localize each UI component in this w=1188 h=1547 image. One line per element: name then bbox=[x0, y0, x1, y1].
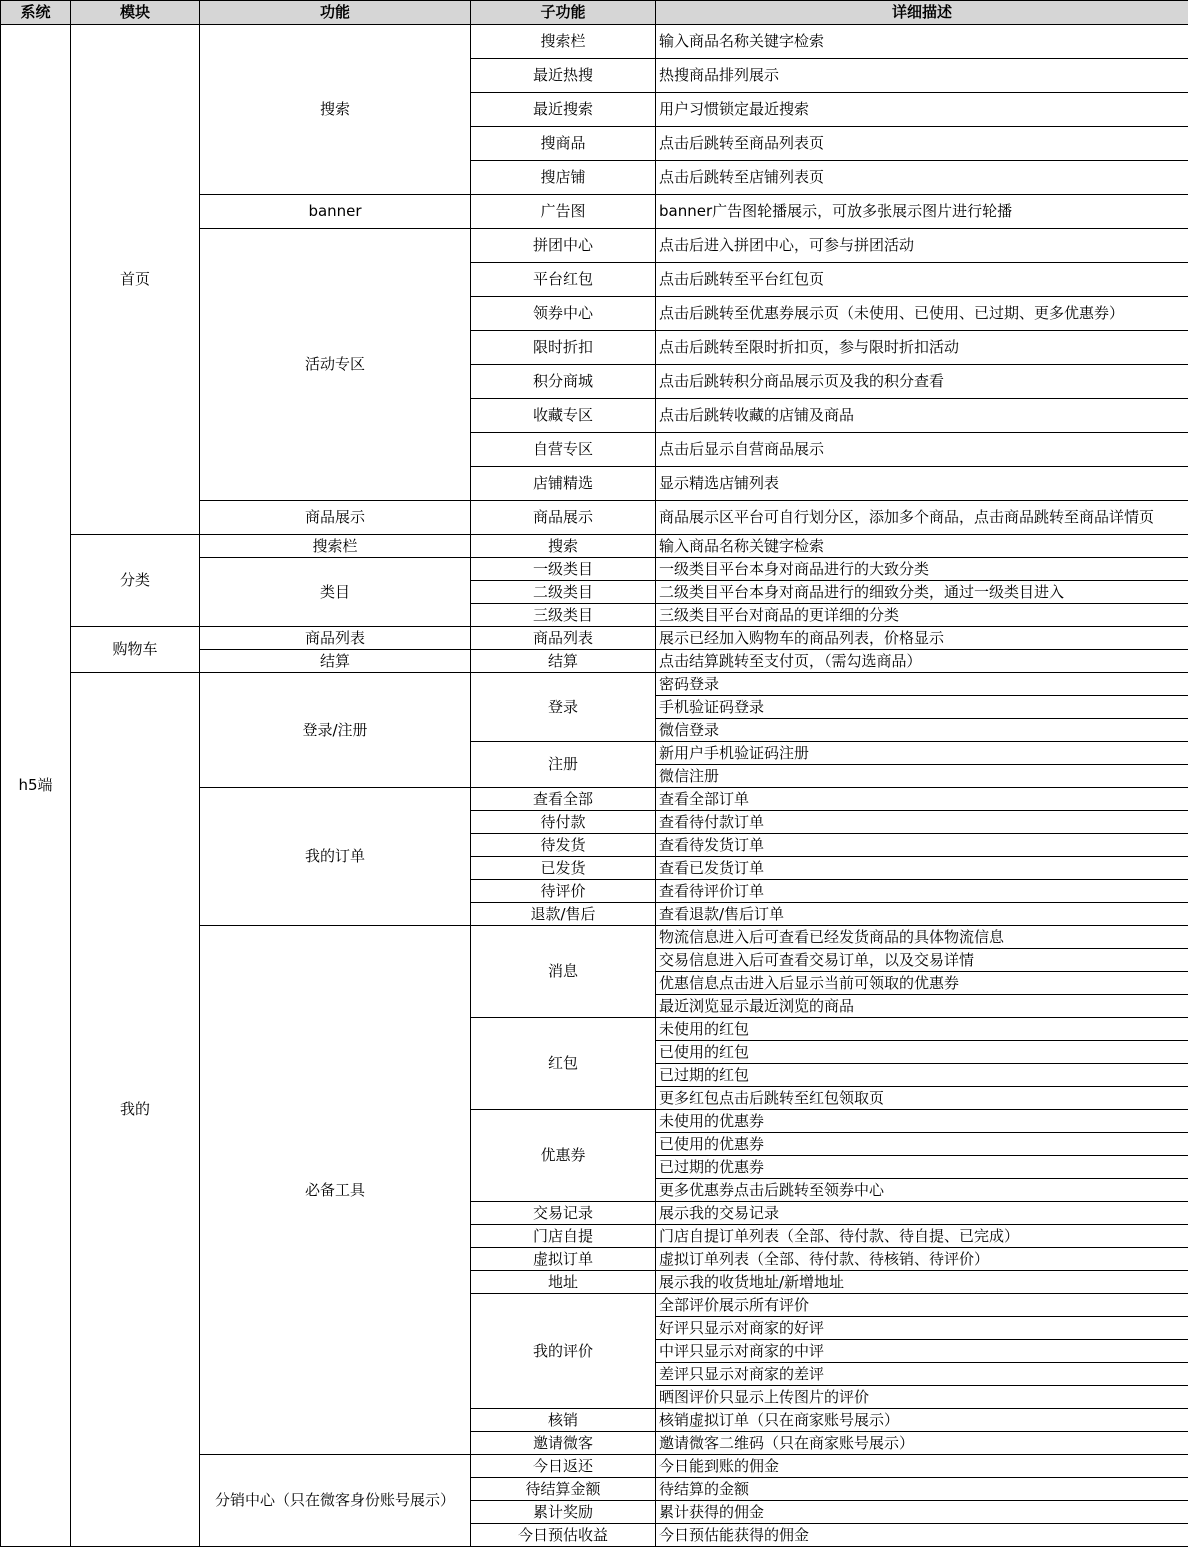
subfunction-cell: 二级类目 bbox=[471, 581, 656, 604]
table-row bbox=[1, 535, 1188, 558]
description-cell: 物流信息进入后可查看已经发货商品的具体物流信息 bbox=[656, 926, 1188, 949]
subfunction-cell: 搜索栏 bbox=[471, 25, 656, 59]
description-cell: 查看全部订单 bbox=[656, 788, 1188, 811]
description-cell: 点击后跳转至店铺列表页 bbox=[656, 161, 1188, 195]
description-cell: 热搜商品排列展示 bbox=[656, 59, 1188, 93]
function-cell: 结算 bbox=[200, 650, 471, 673]
function-cell: 分销中心（只在微客身份账号展示） bbox=[200, 1455, 471, 1547]
subfunction-cell: 虚拟订单 bbox=[471, 1248, 656, 1271]
subfunction-cell: 已发货 bbox=[471, 857, 656, 880]
description-cell: 新用户手机验证码注册 bbox=[656, 742, 1188, 765]
header-module: 模块 bbox=[71, 1, 200, 25]
subfunction-cell: 一级类目 bbox=[471, 558, 656, 581]
subfunction-cell: 登录 bbox=[471, 673, 656, 742]
description-cell: 优惠信息点击进入后显示当前可领取的优惠券 bbox=[656, 972, 1188, 995]
subfunction-cell: 邀请微客 bbox=[471, 1432, 656, 1455]
subfunction-cell: 今日返还 bbox=[471, 1455, 656, 1478]
description-cell: 已使用的红包 bbox=[656, 1041, 1188, 1064]
description-cell: 查看待评价订单 bbox=[656, 880, 1188, 903]
description-cell: 点击后跳转至限时折扣页，参与限时折扣活动 bbox=[656, 331, 1188, 365]
description-cell: 累计获得的佣金 bbox=[656, 1501, 1188, 1524]
description-cell: 更多红包点击后跳转至红包领取页 bbox=[656, 1087, 1188, 1110]
description-cell: 展示我的收货地址/新增地址 bbox=[656, 1271, 1188, 1294]
subfunction-cell: 待评价 bbox=[471, 880, 656, 903]
subfunction-cell: 我的评价 bbox=[471, 1294, 656, 1409]
module-cell: 分类 bbox=[71, 535, 200, 627]
subfunction-cell: 店铺精选 bbox=[471, 467, 656, 501]
function-cell: banner bbox=[200, 195, 471, 229]
subfunction-cell: 交易记录 bbox=[471, 1202, 656, 1225]
subfunction-cell: 搜索 bbox=[471, 535, 656, 558]
description-cell: 今日能到账的佣金 bbox=[656, 1455, 1188, 1478]
description-cell: 已使用的优惠券 bbox=[656, 1133, 1188, 1156]
function-cell: 必备工具 bbox=[200, 926, 471, 1455]
description-cell: 点击后进入拼团中心，可参与拼团活动 bbox=[656, 229, 1188, 263]
function-cell: 搜索栏 bbox=[200, 535, 471, 558]
module-cell: 首页 bbox=[71, 25, 200, 535]
description-cell: 点击结算跳转至支付页，（需勾选商品） bbox=[656, 650, 1188, 673]
subfunction-cell: 领券中心 bbox=[471, 297, 656, 331]
subfunction-cell: 消息 bbox=[471, 926, 656, 1018]
subfunction-cell: 退款/售后 bbox=[471, 903, 656, 926]
description-cell: 点击后跳转至商品列表页 bbox=[656, 127, 1188, 161]
function-cell: 商品列表 bbox=[200, 627, 471, 650]
description-cell: 查看待发货订单 bbox=[656, 834, 1188, 857]
header-subfunction: 子功能 bbox=[471, 1, 656, 25]
subfunction-cell: 平台红包 bbox=[471, 263, 656, 297]
subfunction-cell: 门店自提 bbox=[471, 1225, 656, 1248]
description-cell: 点击后跳转收藏的店铺及商品 bbox=[656, 399, 1188, 433]
subfunction-cell: 最近热搜 bbox=[471, 59, 656, 93]
description-cell: 待结算的金额 bbox=[656, 1478, 1188, 1501]
subfunction-cell: 红包 bbox=[471, 1018, 656, 1110]
module-cell: 购物车 bbox=[71, 627, 200, 673]
subfunction-cell: 三级类目 bbox=[471, 604, 656, 627]
module-cell: 我的 bbox=[71, 673, 200, 1547]
description-cell: 查看待付款订单 bbox=[656, 811, 1188, 834]
subfunction-cell: 注册 bbox=[471, 742, 656, 788]
function-cell: 类目 bbox=[200, 558, 471, 627]
system-cell: h5端 bbox=[1, 25, 71, 1547]
header-description: 详细描述 bbox=[656, 1, 1188, 25]
description-cell: 查看已发货订单 bbox=[656, 857, 1188, 880]
subfunction-cell: 查看全部 bbox=[471, 788, 656, 811]
description-cell: 邀请微客二维码（只在商家账号展示） bbox=[656, 1432, 1188, 1455]
description-cell: 查看退款/售后订单 bbox=[656, 903, 1188, 926]
function-cell: 登录/注册 bbox=[200, 673, 471, 788]
description-cell: 交易信息进入后可查看交易订单，以及交易详情 bbox=[656, 949, 1188, 972]
description-cell: 核销虚拟订单（只在商家账号展示） bbox=[656, 1409, 1188, 1432]
subfunction-cell: 今日预估收益 bbox=[471, 1524, 656, 1547]
description-cell: 用户习惯锁定最近搜索 bbox=[656, 93, 1188, 127]
subfunction-cell: 积分商城 bbox=[471, 365, 656, 399]
subfunction-cell: 结算 bbox=[471, 650, 656, 673]
description-cell: 未使用的优惠券 bbox=[656, 1110, 1188, 1133]
function-cell: 商品展示 bbox=[200, 501, 471, 535]
description-cell: 今日预估能获得的佣金 bbox=[656, 1524, 1188, 1547]
subfunction-cell: 核销 bbox=[471, 1409, 656, 1432]
subfunction-cell: 搜店铺 bbox=[471, 161, 656, 195]
table-row bbox=[1, 627, 1188, 650]
subfunction-cell: 最近搜索 bbox=[471, 93, 656, 127]
subfunction-cell: 待结算金额 bbox=[471, 1478, 656, 1501]
description-cell: 晒图评价只显示上传图片的评价 bbox=[656, 1386, 1188, 1409]
header-system: 系统 bbox=[1, 1, 71, 25]
subfunction-cell: 拼团中心 bbox=[471, 229, 656, 263]
description-cell: 门店自提订单列表（全部、待付款、待自提、已完成） bbox=[656, 1225, 1188, 1248]
description-cell: 输入商品名称关键字检索 bbox=[656, 25, 1188, 59]
subfunction-cell: 商品列表 bbox=[471, 627, 656, 650]
table-body bbox=[1, 25, 1188, 1547]
table-row bbox=[1, 673, 1188, 696]
description-cell: 展示已经加入购物车的商品列表，价格显示 bbox=[656, 627, 1188, 650]
subfunction-cell: 待发货 bbox=[471, 834, 656, 857]
header-row bbox=[1, 1, 1188, 25]
subfunction-cell: 广告图 bbox=[471, 195, 656, 229]
description-cell: 一级类目平台本身对商品进行的大致分类 bbox=[656, 558, 1188, 581]
subfunction-cell: 待付款 bbox=[471, 811, 656, 834]
subfunction-cell: 累计奖励 bbox=[471, 1501, 656, 1524]
subfunction-cell: 搜商品 bbox=[471, 127, 656, 161]
subfunction-cell: 商品展示 bbox=[471, 501, 656, 535]
description-cell: 点击后跳转至优惠券展示页（未使用、已使用、已过期、更多优惠券） bbox=[656, 297, 1188, 331]
subfunction-cell: 收藏专区 bbox=[471, 399, 656, 433]
description-cell: 好评只显示对商家的好评 bbox=[656, 1317, 1188, 1340]
description-cell: 点击后显示自营商品展示 bbox=[656, 433, 1188, 467]
description-cell: 全部评价展示所有评价 bbox=[656, 1294, 1188, 1317]
table-row bbox=[1, 25, 1188, 59]
subfunction-cell: 地址 bbox=[471, 1271, 656, 1294]
description-cell: 差评只显示对商家的差评 bbox=[656, 1363, 1188, 1386]
subfunction-cell: 优惠券 bbox=[471, 1110, 656, 1202]
description-cell: 已过期的红包 bbox=[656, 1064, 1188, 1087]
description-cell: 展示我的交易记录 bbox=[656, 1202, 1188, 1225]
description-cell: 微信登录 bbox=[656, 719, 1188, 742]
description-cell: 三级类目平台对商品的更详细的分类 bbox=[656, 604, 1188, 627]
description-cell: 微信注册 bbox=[656, 765, 1188, 788]
description-cell: 商品展示区平台可自行划分区，添加多个商品，点击商品跳转至商品详情页 bbox=[656, 501, 1188, 535]
description-cell: 最近浏览显示最近浏览的商品 bbox=[656, 995, 1188, 1018]
description-cell: 未使用的红包 bbox=[656, 1018, 1188, 1041]
subfunction-cell: 限时折扣 bbox=[471, 331, 656, 365]
subfunction-cell: 自营专区 bbox=[471, 433, 656, 467]
description-cell: 已过期的优惠券 bbox=[656, 1156, 1188, 1179]
function-cell: 搜索 bbox=[200, 25, 471, 195]
description-cell: 密码登录 bbox=[656, 673, 1188, 696]
function-cell: 活动专区 bbox=[200, 229, 471, 501]
description-cell: 输入商品名称关键字检索 bbox=[656, 535, 1188, 558]
description-cell: banner广告图轮播展示，可放多张展示图片进行轮播 bbox=[656, 195, 1188, 229]
description-cell: 显示精选店铺列表 bbox=[656, 467, 1188, 501]
description-cell: 二级类目平台本身对商品进行的细致分类，通过一级类目进入 bbox=[656, 581, 1188, 604]
description-cell: 手机验证码登录 bbox=[656, 696, 1188, 719]
description-cell: 点击后跳转至平台红包页 bbox=[656, 263, 1188, 297]
function-cell: 我的订单 bbox=[200, 788, 471, 926]
description-cell: 虚拟订单列表（全部、待付款、待核销、待评价） bbox=[656, 1248, 1188, 1271]
description-cell: 点击后跳转积分商品展示页及我的积分查看 bbox=[656, 365, 1188, 399]
header-function: 功能 bbox=[200, 1, 471, 25]
description-cell: 更多优惠券点击后跳转至领券中心 bbox=[656, 1179, 1188, 1202]
description-cell: 中评只显示对商家的中评 bbox=[656, 1340, 1188, 1363]
